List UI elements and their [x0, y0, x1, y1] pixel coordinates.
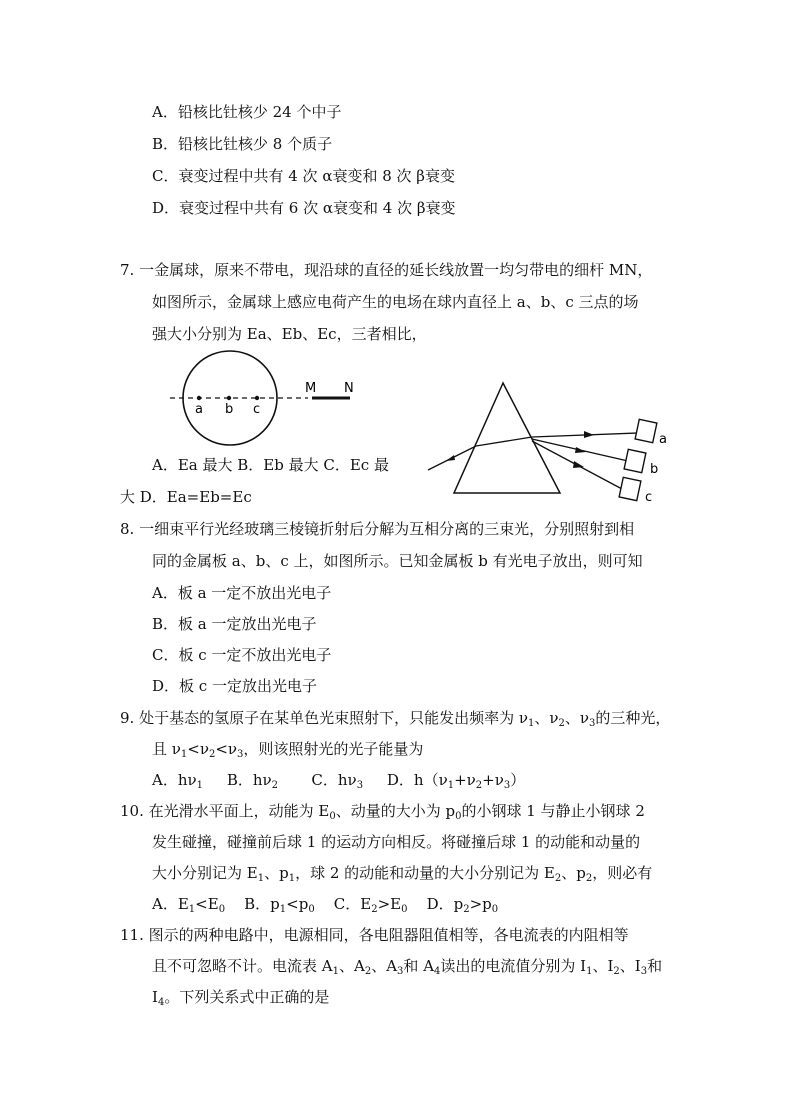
- q10-option-a: A．$E_1<E_0$: [152, 895, 226, 915]
- q10-stem-line1: 10. 在光滑水平面上，动能为 $E_0$、动量的大小为 $p_0$的小钢球 1 与静止小钢球 2: [120, 802, 645, 822]
- plate-label-b: b: [650, 462, 659, 477]
- q10-stem-line3: 大小分别记为 $E_1$、$p_1$，球 2 的动能和动量的大小分别记为 $E_2$、$p_2$，则必有: [152, 864, 653, 884]
- q9-stem-line2: 且 $\nu_1<\nu_2<\nu_3$，则该照射光的光子能量为: [152, 740, 424, 760]
- q7-stem-line2: 如图所示，金属球上感应电荷产生的电场在球内直径上 a、b、c 三点的场: [152, 293, 639, 311]
- q8-option-c: C．板 c 一定不放出光电子: [152, 646, 332, 664]
- q8-option-a: A．板 a 一定不放出光电子: [152, 584, 332, 602]
- q6-option-b: B．铅核比钍核少 8 个质子: [152, 135, 333, 153]
- ray-b-arrow: [575, 447, 586, 453]
- q7-options-wrap: 大 D．Ea=Eb=Ec: [120, 488, 252, 506]
- plate-label-a: a: [659, 432, 667, 447]
- q11-stem-line3: $I_4$。下列关系式中正确的是: [152, 988, 330, 1008]
- plate-label-c: c: [645, 490, 653, 505]
- metal-plate-c: [619, 477, 641, 500]
- q7-options: A．Ea 最大 B．Eb 最大 C．Ec 最: [152, 456, 389, 474]
- q10-option-c: C．$E_2>E_0$: [333, 895, 408, 915]
- sphere-rod-figure: [168, 348, 378, 448]
- label-n: N: [344, 381, 354, 396]
- label-b: b: [225, 402, 234, 417]
- q11-stem-line2: 且不可忽略不计。电流表 $A_1$、$A_2$、$A_3$和 $A_4$读出的电流值分别为 $I_1$、$I_2$、$I_3$和: [152, 957, 663, 977]
- q8-stem-line2: 同的金属板 a、b、c 上，如图所示。已知金属板 b 有光电子放出，则可知: [152, 552, 643, 570]
- q10-option-b: B．$p_1<p_0$: [244, 895, 315, 915]
- q9-option-c: C．$h\nu_3$: [311, 771, 364, 791]
- prism-figure: [424, 377, 689, 512]
- q9-option-b: B．$h\nu_2$: [226, 771, 279, 791]
- ray-a-arrow: [584, 431, 594, 438]
- inner-ray: [476, 437, 532, 446]
- q6-option-a: A．铅核比钍核少 24 个中子: [152, 103, 342, 121]
- glass-prism: [454, 383, 560, 493]
- metal-plate-b: [624, 449, 646, 472]
- ray-c-arrow: [573, 461, 584, 468]
- q7-stem-line1: 7. 一金属球，原来不带电，现沿球的直径的延长线放置一均匀带电的细杆 MN，: [120, 261, 653, 279]
- q6-option-d: D．衰变过程中共有 6 次 α衰变和 4 次 β衰变: [152, 199, 456, 217]
- q10-option-d: D．$p_2>p_0$: [426, 895, 499, 915]
- q10-options: [152, 894, 498, 914]
- point-a: [197, 396, 201, 400]
- label-c: c: [253, 402, 261, 417]
- label-m: M: [305, 381, 317, 396]
- label-a: a: [195, 402, 203, 417]
- point-c: [255, 396, 259, 400]
- q8-stem-line1: 8. 一细束平行光经玻璃三棱镜折射后分解为互相分离的三束光，分别照射到相: [120, 520, 635, 538]
- q9-option-a: A．$h\nu_1$: [152, 771, 203, 791]
- q11-stem-line1: 11. 图示的两种电路中，电源相同，各电阻器阻值相等，各电流表的内阻相等: [120, 926, 629, 944]
- q9-stem-line1: 9. 处于基态的氢原子在某单色光束照射下，只能发出频率为 $\nu_1$、$\nu_2$、$\nu_3$的三种光，: [120, 709, 671, 729]
- incident-arrow: [446, 455, 455, 461]
- q7-stem-line3: 强大小分别为 Ea、Eb、Ec，三者相比，: [152, 325, 427, 343]
- q8-option-b: B．板 a 一定放出光电子: [152, 615, 317, 633]
- point-b: [227, 396, 231, 400]
- q9-options: [152, 770, 525, 790]
- q9-option-d: D．$h(\nu_1+\nu_2+\nu_3)$: [386, 771, 526, 791]
- q8-option-d: D．板 c 一定放出光电子: [152, 677, 317, 695]
- q6-option-c: C．衰变过程中共有 4 次 α衰变和 8 次 β衰变: [152, 167, 455, 185]
- q10-stem-line2: 发生碰撞，碰撞前后球 1 的运动方向相反。将碰撞后球 1 的动能和动量的: [152, 833, 641, 851]
- metal-plate-a: [635, 419, 657, 442]
